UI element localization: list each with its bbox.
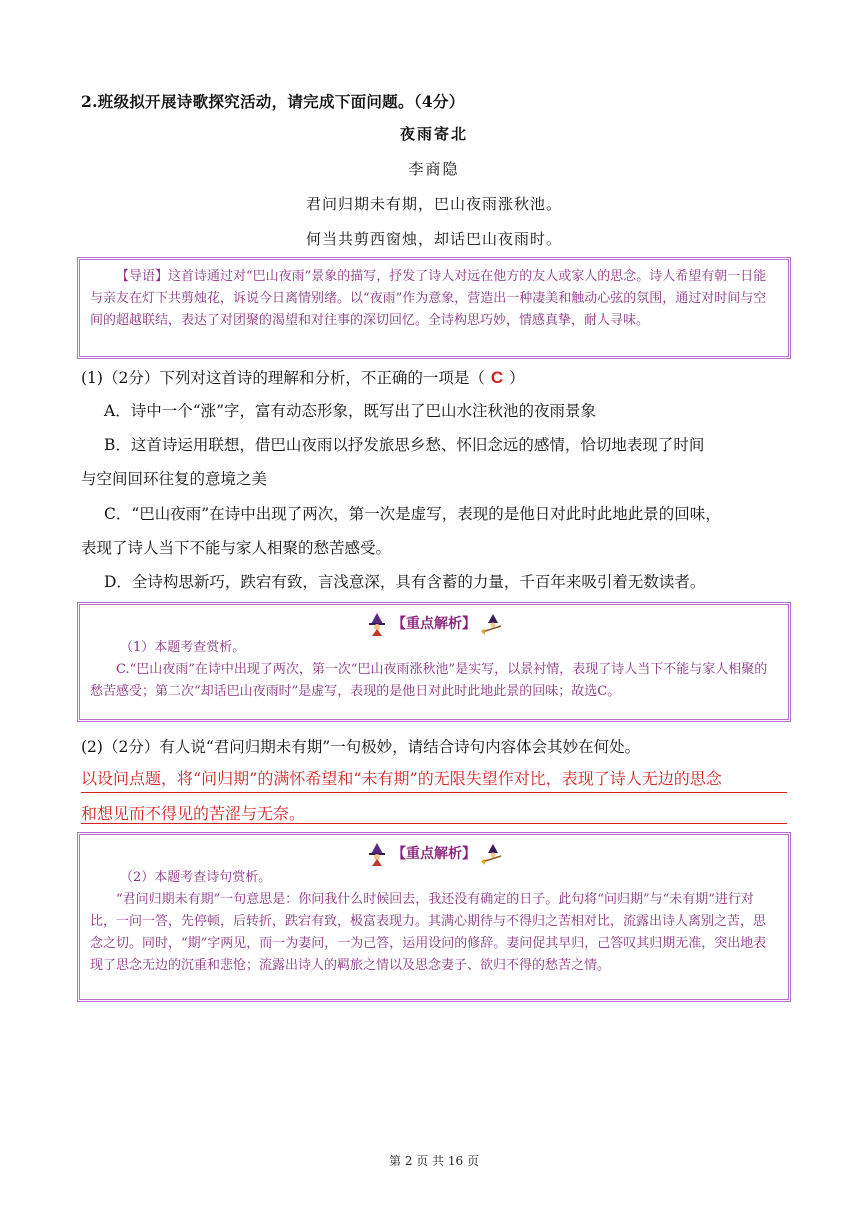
q2-answer-line2: 和想见而不得见的苦涩与无奈。 bbox=[81, 804, 306, 823]
analysis-box-1 bbox=[77, 602, 791, 722]
option-c-line1: C．“巴山夜雨”在诗中出现了两次，第一次是虚写，表现的是他日对此时此地此景的回味， bbox=[104, 505, 721, 523]
analysis1-line1: （1）本题考查赏析。 bbox=[120, 640, 246, 655]
analysis2-line1: （2）本题考查诗句赏析。 bbox=[120, 870, 272, 885]
page-footer: 第 2 页 共 16 页 bbox=[389, 1154, 479, 1168]
witch-broom-icon bbox=[480, 842, 502, 866]
option-c-line2: 表现了诗人当下不能与家人相聚的愁苦感受。 bbox=[81, 539, 392, 557]
poem-author: 李商隐 bbox=[408, 160, 460, 178]
poem-title: 夜雨寄北 bbox=[399, 125, 468, 143]
analysis-heading-text-1: 【重点解析】 bbox=[392, 616, 476, 632]
option-d: D．全诗构思新巧，跌宕有致，言浅意深，具有含蓄的力量，千百年来吸引着无数读者。 bbox=[104, 573, 706, 591]
witch-broom-icon bbox=[480, 612, 502, 636]
q2-stem: (2)（2分）有人说“君问归期未有期”一句极妙，请结合诗句内容体会其妙在何处。 bbox=[81, 738, 641, 756]
q1-stem-before: (1)（2分）下列对这首诗的理解和分析，不正确的一项是（ bbox=[81, 369, 485, 387]
question-title: 2.班级拟开展诗歌探究活动，请完成下面问题。（4分） bbox=[81, 92, 465, 111]
answer-underline-2 bbox=[81, 823, 787, 824]
analysis2-line2: “君问归期未有期”一句意思是：你问我什么时候回去，我还没有确定的日子。此句将“问归期”与“未有期”进行对比，一问一答，先停顿，后转折，跌宕有致，极富表现力。其满心期待与不得归之苦相对比，流露出诗人离别之苦，思念之切。同时，“期”字两见，而一为妻问，一为己答，运用设问的修辞。妻问促其早归，己答叹其归期无准，突出地表现了思念无边的沉重和悲怆；流露出诗人的羁旅之情以及思念妻子、欲归不得的愁苦之情。 bbox=[90, 892, 767, 973]
analysis1-line2: C.“巴山夜雨”在诗中出现了两次，第一次“巴山夜雨涨秋池”是实写，以景衬情，表现了诗人当下不能与家人相聚的愁苦感受；第二次“却话巴山夜雨时”是虚写，表现的是他日对此时此地此景的回味；故选C。 bbox=[90, 662, 768, 699]
analysis-box-2 bbox=[77, 832, 791, 1002]
poem-line-1: 君问归期未有期，巴山夜雨涨秋池。 bbox=[305, 195, 562, 213]
analysis-heading-2 bbox=[90, 841, 778, 867]
answer-underline-1 bbox=[81, 792, 787, 793]
guide-text: 【导语】这首诗通过对“巴山夜雨”景象的描写，抒发了诗人对远在他方的友人或家人的思念。诗人希望有朝一日能与亲友在灯下共剪烛花，诉说今日离情别绪。以“夜雨”作为意象，营造出一种凄美和触动心弦的氛围，通过对时间与空间的超越联结，表达了对团聚的渴望和对往事的深切回忆。全诗构思巧妙，情感真挚，耐人寻味。 bbox=[90, 269, 767, 328]
analysis-heading-1 bbox=[90, 611, 778, 637]
option-a: A．诗中一个“涨”字，富有动态形象，既写出了巴山水注秋池的夜雨景象 bbox=[104, 402, 597, 420]
option-b-line2: 与空间回环往复的意境之美 bbox=[81, 470, 268, 488]
witch-icon bbox=[366, 842, 388, 866]
q1-answer: C bbox=[490, 368, 504, 387]
q1-stem-after: ） bbox=[509, 369, 525, 387]
poem-line-2: 何当共剪西窗烛，却话巴山夜雨时。 bbox=[305, 230, 562, 248]
analysis-heading-text-2: 【重点解析】 bbox=[392, 846, 476, 862]
q2-answer-line1: 以设问点题，将“问归期”的满怀希望和“未有期”的无限失望作对比，表现了诗人无边的思念 bbox=[81, 769, 722, 788]
q1-stem bbox=[81, 367, 525, 389]
guide-box bbox=[77, 257, 791, 359]
option-b-line1: B．这首诗运用联想，借巴山夜雨以抒发旅思乡愁、怀旧念远的感情，恰切地表现了时间 bbox=[104, 436, 705, 454]
witch-icon bbox=[366, 612, 388, 636]
